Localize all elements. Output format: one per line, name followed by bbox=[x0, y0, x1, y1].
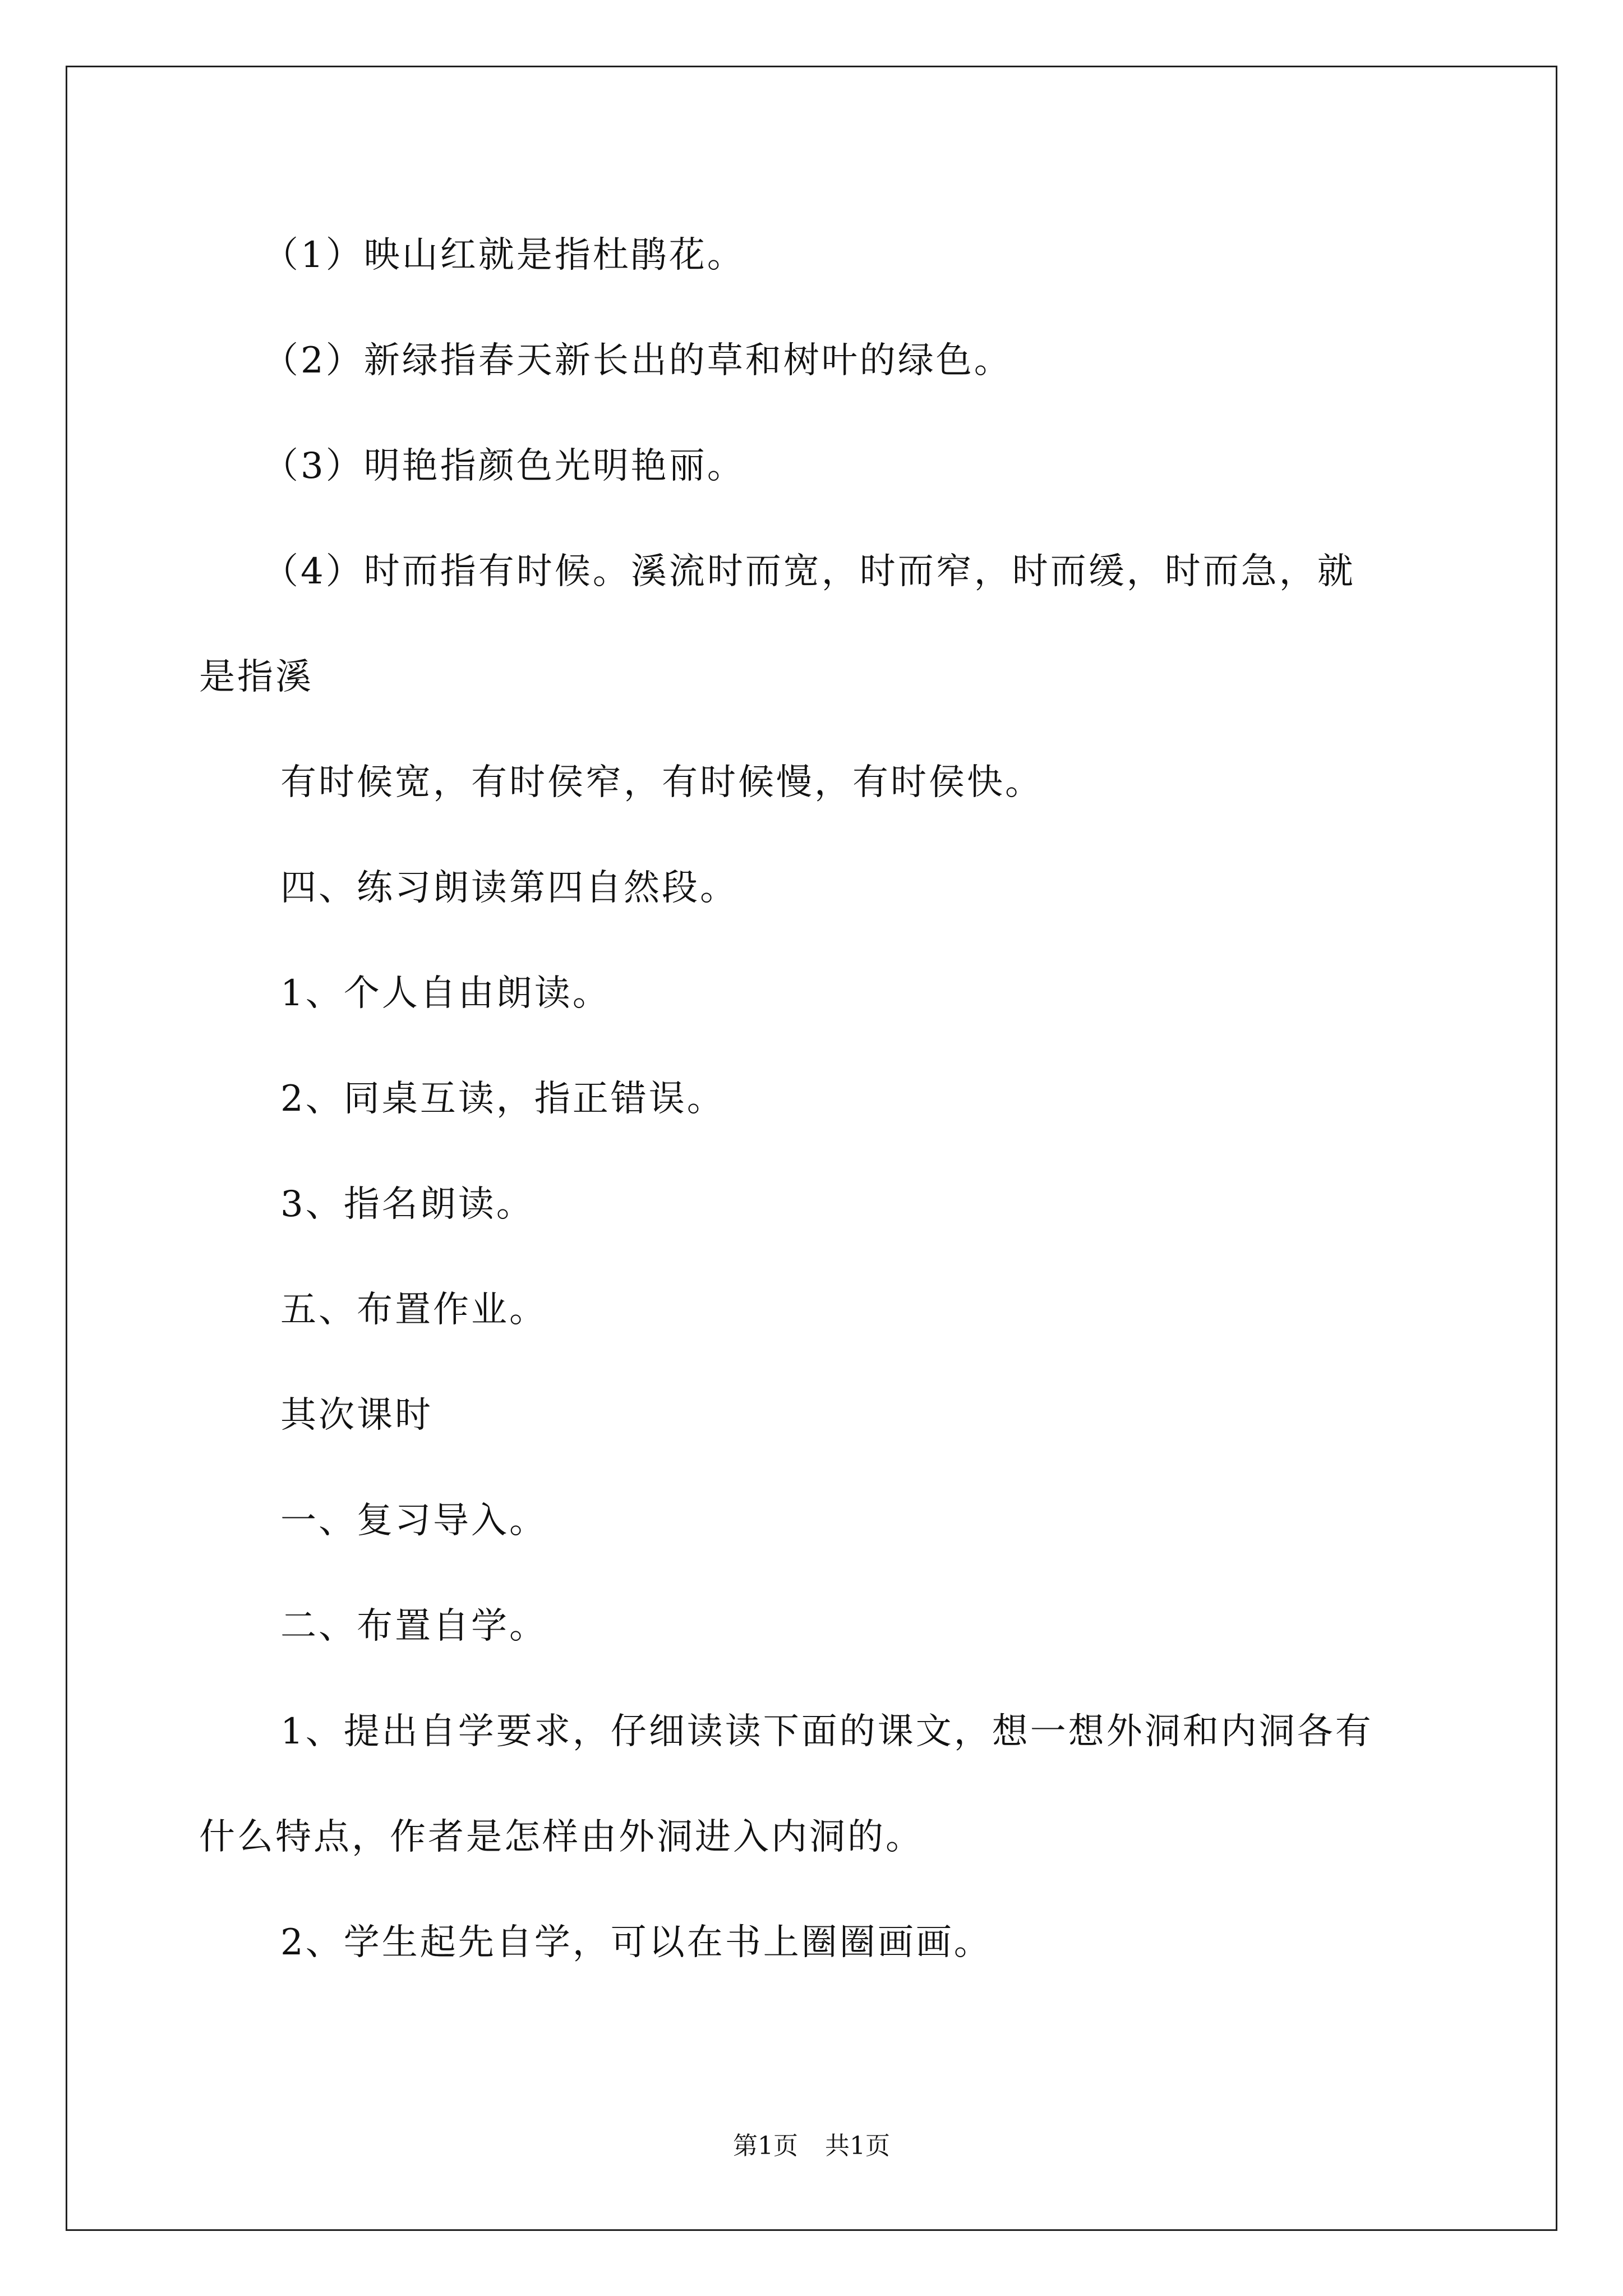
page-number: 第1页 bbox=[733, 2132, 798, 2160]
paragraph-line: （4）时而指有时候。溪流时而宽，时而窄，时而缓，时而急，就 bbox=[262, 551, 1355, 592]
paragraph-line: 1、提出自学要求，仔细读读下面的课文，想一想外洞和内洞各有 bbox=[280, 1711, 1373, 1752]
paragraph-line: 五、布置作业。 bbox=[280, 1289, 547, 1331]
paragraph-line: 四、练习朗读第四自然段。 bbox=[280, 867, 738, 909]
paragraph-line: 其次课时 bbox=[280, 1395, 433, 1436]
paragraph-line: （3）明艳指颜色光明艳丽。 bbox=[262, 445, 745, 487]
page-total: 共1页 bbox=[825, 2132, 890, 2160]
paragraph-line: 是指溪 bbox=[199, 656, 313, 698]
paragraph-line: 1、个人自由朗读。 bbox=[280, 973, 611, 1014]
paragraph-line: 什么特点，作者是怎样由外洞进入内洞的。 bbox=[199, 1816, 924, 1858]
paragraph-line: 有时候宽，有时侯窄，有时候慢，有时侯快。 bbox=[280, 762, 1043, 803]
paragraph-line: 2、学生起先自学，可以在书上圈圈画画。 bbox=[280, 1922, 992, 1963]
paragraph-line: 2、同桌互读，指正错误。 bbox=[280, 1078, 725, 1120]
paragraph-line: 一、复习导入。 bbox=[280, 1500, 547, 1542]
page-footer bbox=[0, 2131, 1623, 2162]
paragraph-line: （1）映山红就是指杜鹃花。 bbox=[262, 234, 745, 276]
paragraph-line: （2）新绿指春天新长出的草和树叶的绿色。 bbox=[262, 340, 1012, 381]
paragraph-line: 3、指名朗读。 bbox=[280, 1184, 534, 1225]
paragraph-line: 二、布置自学。 bbox=[280, 1605, 547, 1647]
